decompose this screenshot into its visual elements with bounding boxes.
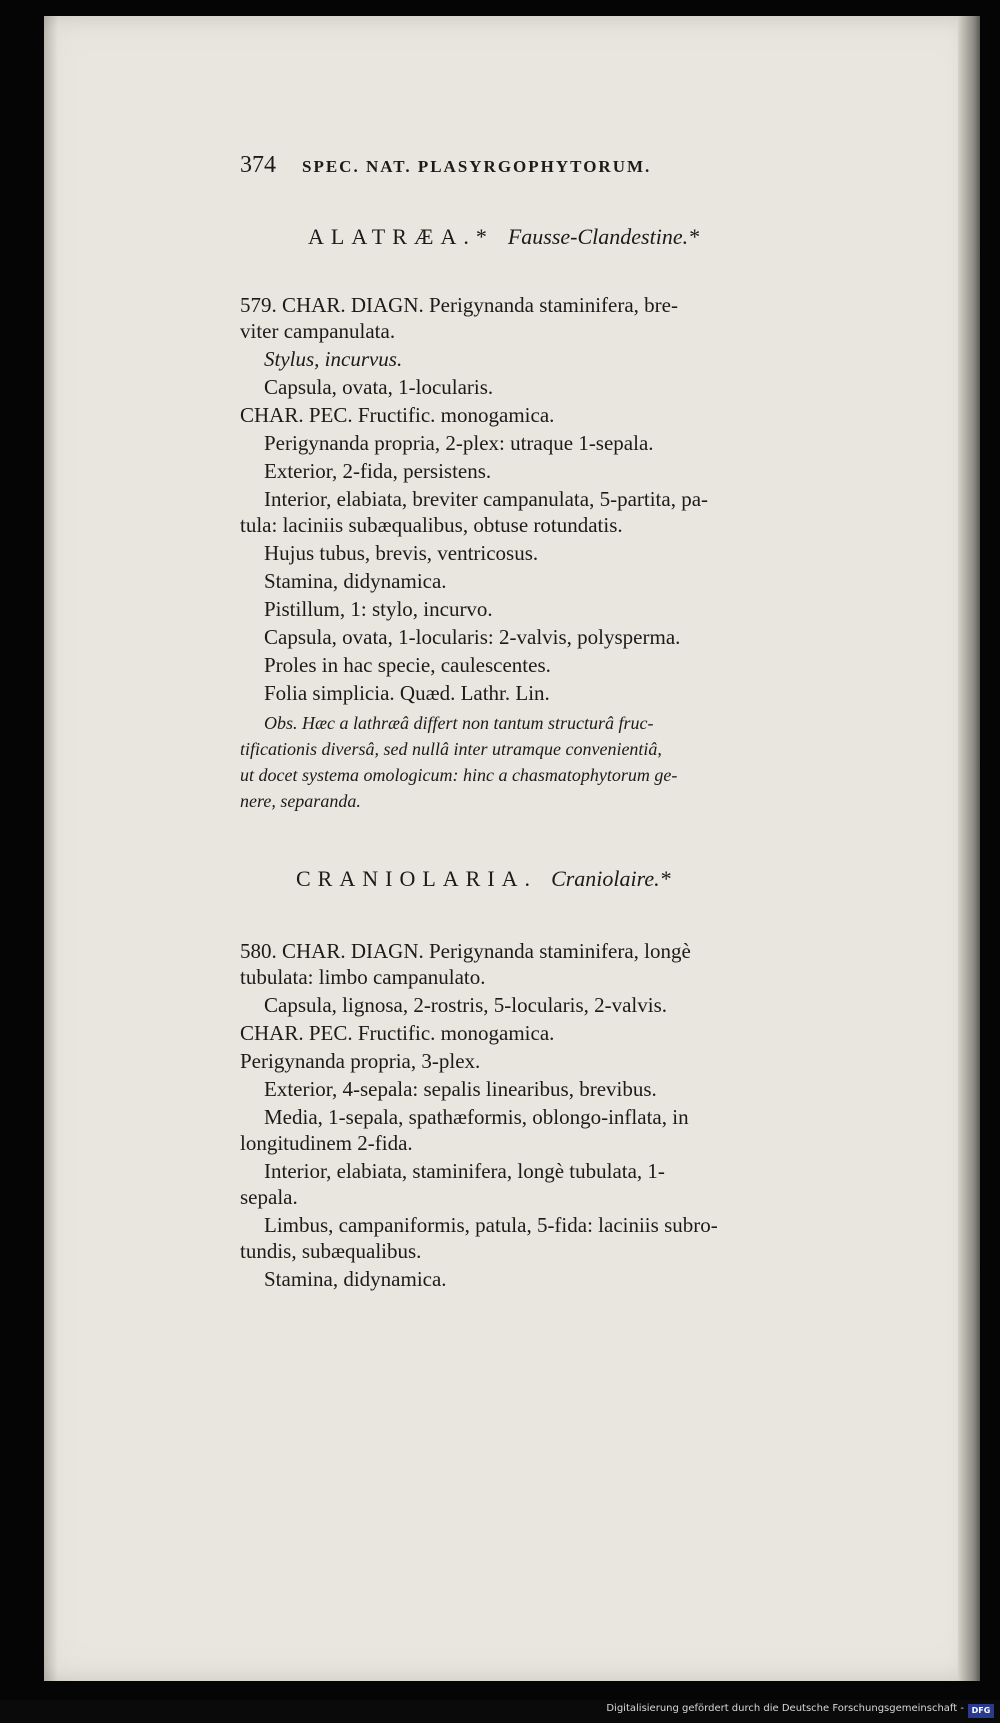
entry-line: Stylus, incurvus. — [264, 347, 403, 371]
genus-heading-alatraea — [308, 224, 699, 250]
genus-name: ALATRÆA.* — [308, 224, 494, 249]
entry-line: tubulata: limbo campanulato. — [240, 965, 486, 989]
entry-line: Pistillum, 1: stylo, incurvo. — [264, 597, 493, 621]
entry-line: Interior, elabiata, breviter campanulata, 5-partita, pa- — [264, 487, 709, 511]
entry-line: Interior, elabiata, staminifera, longè tubulata, 1- — [264, 1159, 665, 1183]
entry-line: sepala. — [240, 1185, 298, 1209]
entry-line: viter campanulata. — [240, 319, 396, 343]
gutter-shadow — [44, 16, 58, 1681]
entry-line: Exterior, 2-fida, persistens. — [264, 459, 492, 483]
entry-line: Folia simplicia. Quæd. Lathr. Lin. — [264, 681, 550, 705]
obs-line: tificationis diversâ, sed nullâ inter utramque convenientiâ, — [240, 739, 662, 759]
entry-line: 579. CHAR. DIAGN. Perigynanda staminifera, bre- — [240, 293, 678, 317]
entry-line: Proles in hac specie, caulescentes. — [264, 653, 551, 677]
entry-line: Perigynanda propria, 3-plex. — [240, 1049, 481, 1073]
running-title: SPEC. NAT. PLASYRGOPHYTORUM. — [302, 157, 652, 176]
entry-line: tundis, subæqualibus. — [240, 1239, 422, 1263]
entry-line: Media, 1-sepala, spathæformis, oblongo-inflata, in — [264, 1105, 689, 1129]
dfg-logo-icon: DFG — [968, 1704, 994, 1718]
genus-french-name: Craniolaire.* — [551, 866, 671, 891]
obs-line: Obs. Hæc a lathræâ differt non tantum structurâ fruc- — [264, 713, 654, 733]
running-head — [240, 152, 651, 179]
entry-line: Hujus tubus, brevis, ventricosus. — [264, 541, 539, 565]
digitization-footer — [0, 1700, 1000, 1723]
funding-credit: Digitalisierung gefördert durch die Deutsche Forschungsgemeinschaft - — [606, 1703, 964, 1714]
entry-line: longitudinem 2-fida. — [240, 1131, 413, 1155]
entry-line: Stamina, didynamica. — [264, 1267, 447, 1291]
genus-heading-craniolaria — [296, 866, 671, 892]
entry-line: CHAR. PEC. Fructific. monogamica. — [240, 403, 555, 427]
entry-line: Stamina, didynamica. — [264, 569, 447, 593]
page-number: 374 — [240, 152, 276, 178]
entry-line: Exterior, 4-sepala: sepalis linearibus, brevibus. — [264, 1077, 657, 1101]
book-page — [44, 16, 980, 1681]
entry-line: Limbus, campaniformis, patula, 5-fida: laciniis subro- — [264, 1213, 718, 1237]
entry-line: Capsula, ovata, 1-locularis: 2-valvis, polysperma. — [264, 625, 681, 649]
entry-line: 580. CHAR. DIAGN. Perigynanda staminifera, longè — [240, 939, 691, 963]
entry-line: tula: laciniis subæqualibus, obtuse rotundatis. — [240, 513, 623, 537]
entry-line: CHAR. PEC. Fructific. monogamica. — [240, 1021, 555, 1045]
entry-line: Capsula, ovata, 1-locularis. — [264, 375, 494, 399]
obs-line: nere, separanda. — [240, 791, 361, 811]
genus-french-name: Fausse-Clandestine.* — [507, 224, 700, 249]
page-edge — [958, 16, 980, 1681]
entry-line: Perigynanda propria, 2-plex: utraque 1-sepala. — [264, 431, 654, 455]
entry-line: Capsula, lignosa, 2-rostris, 5-locularis, 2-valvis. — [264, 993, 668, 1017]
obs-line: ut docet systema omologicum: hinc a chasmatophytorum ge- — [240, 765, 678, 785]
genus-name: CRANIOLARIA. — [296, 866, 538, 891]
